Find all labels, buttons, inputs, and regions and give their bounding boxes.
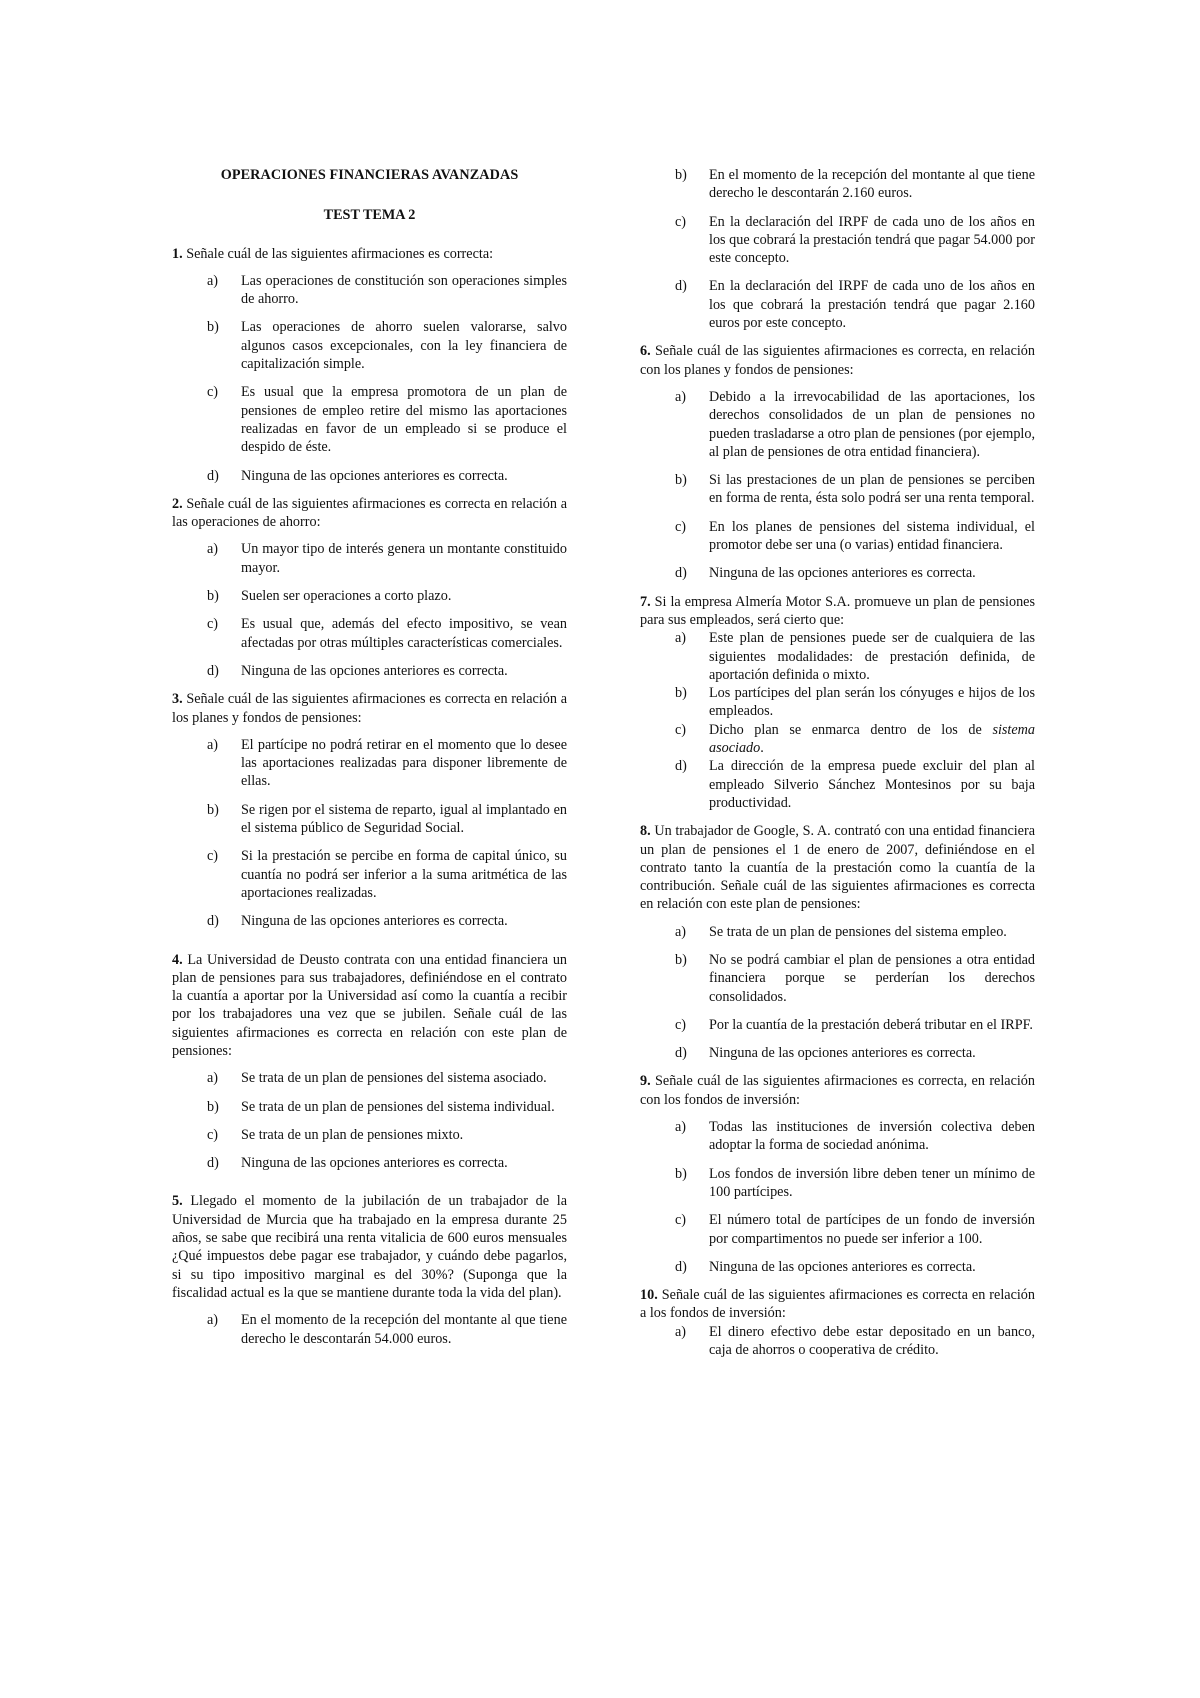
option-letter: c) [207, 848, 219, 865]
option-d [172, 467, 567, 485]
option-text: Se trata de un plan de pensiones del sistema individual. [241, 1098, 555, 1115]
question-number: 8. [640, 823, 651, 840]
option-letter: b) [675, 167, 687, 183]
option-b [172, 587, 567, 605]
question-number: 7. [640, 593, 651, 610]
option-text: Ninguna de las opciones anteriores es correcta. [241, 913, 508, 930]
question-number: 1. [172, 245, 183, 262]
question-text: Llegado el momento de la jubilación de un trabajador de la Universidad de Murcia que ha trabajado en la empresa durante 25 años, se sabe que recibirá una renta vitalicia de 600 euros mensuales ¿Qué impuestos debe pagar ese trabajador, y cuándo debe pagarlos, si su tipo impositivo marginal es del 30%? (Suponga que la fiscalidad actual es la que se mantiene durante toda la vida del plan). [172, 1193, 567, 1301]
option-d [640, 1258, 1035, 1276]
question-8 [640, 822, 1035, 913]
question-number: 3. [172, 691, 183, 708]
option-b [172, 1098, 567, 1116]
option-c [172, 1126, 567, 1144]
option-text: Ninguna de las opciones anteriores es correcta. [241, 467, 508, 484]
option-text: En la declaración del IRPF de cada uno de los años en los que cobrará la prestación tendrá que pagar 54.000 por este concepto. [709, 213, 1035, 267]
option-text: Los partícipes del plan serán los cónyuges e hijos de los empleados. [709, 685, 1035, 720]
option-c [640, 213, 1035, 268]
option-letter: d) [675, 758, 687, 775]
question-1 [172, 245, 567, 263]
question-text: Señale cuál de las siguientes afirmaciones es correcta en relación a las operaciones de ahorro: [172, 495, 567, 531]
option-letter: b) [207, 319, 219, 336]
option-letter: d) [207, 1155, 219, 1172]
question-text: Señale cuál de las siguientes afirmaciones es correcta en relación a los planes y fondos de pensiones: [172, 691, 567, 726]
option-letter: c) [675, 721, 687, 738]
option-b [640, 166, 1035, 203]
question-2 [172, 495, 567, 532]
option-a [640, 629, 1035, 684]
question-number: 9. [640, 1073, 651, 1090]
option-d [172, 1154, 567, 1172]
question-9 [640, 1072, 1035, 1109]
option-c [172, 615, 567, 652]
option-text: Si las prestaciones de un plan de pensiones se perciben en forma de renta, ésta solo podrá ser una renta temporal. [709, 472, 1035, 507]
option-letter: c) [207, 384, 219, 401]
option-text: Es usual que, además del efecto impositivo, se vean afectadas por otras múltiples características comerciales. [241, 616, 567, 651]
option-c [640, 518, 1035, 555]
option-text: En el momento de la recepción del montante al que tiene derecho le descontarán 2.160 euros. [709, 167, 1035, 202]
option-b [172, 801, 567, 838]
left-column [172, 166, 567, 1358]
document-title: OPERACIONES FINANCIERAS AVANZADAS [220, 167, 519, 183]
option-text: Se trata de un plan de pensiones mixto. [241, 1126, 464, 1143]
option-b [640, 1165, 1035, 1202]
question-number: 10. [640, 1287, 658, 1304]
option-text: Las operaciones de ahorro suelen valorarse, salvo algunos casos excepcionales, con la ley financiera de capitalización simple. [241, 319, 567, 373]
option-a [172, 736, 567, 791]
question-number: 6. [640, 343, 651, 360]
question-1-options [172, 272, 567, 485]
question-4-options [172, 1069, 567, 1172]
option-letter: a) [675, 630, 687, 647]
question-text: La Universidad de Deusto contrata con una entidad financiera un plan de pensiones para sus trabajadores, definiéndose en el contrato la cuantía a aportar por la Universidad así como la cuantía a recibir por los trabajadores una vez que se jubilen. Señale cuál de las siguientes afirmaciones es correcta en relación con este plan de pensiones: [172, 951, 568, 1059]
option-a [640, 1118, 1035, 1155]
option-b [640, 471, 1035, 508]
option-text: El partícipe no podrá retirar en el momento que lo desee las aportaciones realizadas para disponer libremente de ellas. [241, 736, 567, 790]
option-text: Los fondos de inversión libre deben tener un mínimo de 100 partícipes. [709, 1165, 1035, 1200]
option-d [640, 1044, 1035, 1062]
question-text: Señale cuál de las siguientes afirmaciones es correcta, en relación con los fondos de inversión: [640, 1073, 1035, 1108]
option-text: Ninguna de las opciones anteriores es correcta. [709, 1045, 976, 1062]
option-letter: b) [207, 1098, 219, 1115]
question-6-options [640, 388, 1035, 583]
option-letter: c) [675, 213, 687, 230]
option-letter: d) [207, 913, 219, 930]
question-7 [640, 593, 1035, 630]
option-text [709, 721, 1035, 758]
question-10-options [640, 1323, 1035, 1360]
option-text: En la declaración del IRPF de cada uno de los años en los que cobrará la prestación tendrá que pagar 2.160 euros por este concepto. [709, 278, 1035, 332]
option-text: El dinero efectivo debe estar depositado en un banco, caja de ahorros o cooperativa de crédito. [709, 1323, 1035, 1359]
question-4 [172, 951, 567, 1061]
option-letter: d) [675, 1258, 687, 1275]
option-letter: b) [675, 1165, 687, 1182]
option-a [172, 1311, 567, 1348]
option-a [640, 388, 1035, 461]
option-c [640, 721, 1035, 758]
option-text: Es usual que la empresa promotora de un plan de pensiones de empleo retire del mismo las aportaciones realizadas en favor de un empleado si se produce el despido de éste. [241, 384, 567, 456]
option-letter: a) [675, 1323, 687, 1340]
option-text: Ninguna de las opciones anteriores es correcta. [241, 662, 508, 679]
spacer [172, 941, 567, 951]
question-3-options [172, 736, 567, 931]
option-text: Se trata de un plan de pensiones del sistema empleo. [709, 923, 1007, 940]
option-letter: b) [207, 801, 219, 818]
option-text: Se trata de un plan de pensiones del sistema asociado. [241, 1070, 547, 1087]
question-9-options [640, 1118, 1035, 1276]
option-letter: c) [207, 1126, 219, 1143]
question-5-options-left [172, 1311, 567, 1348]
option-text: Por la cuantía de la prestación deberá tributar en el IRPF. [709, 1016, 1033, 1033]
option-c [640, 1211, 1035, 1248]
question-7-options [640, 629, 1035, 812]
question-text: Señale cuál de las siguientes afirmaciones es correcta en relación a los fondos de inversión: [640, 1287, 1035, 1322]
option-d [172, 662, 567, 680]
question-text: Señale cuál de las siguientes afirmaciones es correcta, en relación con los planes y fondos de pensiones: [640, 343, 1035, 378]
option-c [172, 847, 567, 902]
question-3 [172, 690, 567, 727]
option-letter: b) [675, 472, 687, 489]
question-2-options [172, 540, 567, 680]
option-text: Debido a la irrevocabilidad de las aportaciones, los derechos consolidados de un plan de pensiones no pueden trasladarse a otro plan de pensiones (por ejemplo, al plan de pensiones de otra entidad financiera). [709, 388, 1035, 460]
option-letter: a) [675, 923, 687, 940]
question-8-options [640, 923, 1035, 1063]
option-text-italic: sistema asociado [709, 721, 1036, 757]
option-text: La dirección de la empresa puede excluir del plan al empleado Silverio Sánchez Montesinos por su baja productividad. [709, 758, 1035, 811]
option-text: Las operaciones de constitución son operaciones simples de ahorro. [241, 272, 567, 308]
option-text: Si la prestación se percibe en forma de capital único, su cuantía no podrá ser inferior a la suma aritmética de las aportaciones realizadas. [241, 848, 567, 901]
option-letter: a) [675, 388, 687, 405]
option-text: El número total de partícipes de un fondo de inversión por compartimentos no puede ser inferior a 100. [709, 1212, 1035, 1247]
option-letter: d) [675, 1045, 687, 1062]
question-number: 2. [172, 495, 183, 512]
option-letter: d) [675, 278, 687, 295]
option-letter: a) [207, 1312, 219, 1329]
option-letter: d) [207, 467, 219, 484]
question-number: 5. [172, 1193, 183, 1210]
option-letter: a) [207, 541, 219, 558]
option-text: Se rigen por el sistema de reparto, igual al implantado en el sistema público de Seguridad Social. [241, 801, 567, 837]
option-letter: a) [675, 1119, 687, 1136]
option-b [640, 951, 1035, 1006]
option-a [172, 272, 567, 309]
option-d [640, 757, 1035, 812]
right-column [640, 166, 1035, 1359]
question-text: Un trabajador de Google, S. A. contrató con una entidad financiera un plan de pensiones el 1 de enero de 2007, definiéndose en el contrato tanto la cuantía de la prestación como la cuantía de la contribución. Señale cuál de las siguientes afirmaciones es correcta en relación con este plan de pensiones: [640, 823, 1036, 913]
question-text: Señale cuál de las siguientes afirmaciones es correcta: [186, 245, 494, 262]
option-letter: b) [675, 951, 687, 968]
spacer [172, 1182, 567, 1192]
question-5 [172, 1192, 567, 1302]
option-text: En el momento de la recepción del montante al que tiene derecho le descontarán 54.000 euros. [241, 1312, 567, 1347]
option-text-end: . [760, 740, 764, 757]
document-subtitle: TEST TEMA 2 [323, 207, 416, 224]
question-10 [640, 1286, 1035, 1323]
option-letter: c) [675, 1212, 687, 1229]
option-d [172, 912, 567, 930]
option-text: Ninguna de las opciones anteriores es correcta. [709, 565, 976, 582]
option-letter: b) [675, 685, 687, 702]
option-letter: c) [675, 1016, 687, 1033]
option-text-main: Dicho plan se enmarca dentro de los de [709, 721, 982, 738]
option-letter: d) [675, 565, 687, 582]
option-text: Suelen ser operaciones a corto plazo. [241, 588, 452, 605]
option-letter: a) [207, 1070, 219, 1087]
option-c [640, 1016, 1035, 1034]
option-text: Ninguna de las opciones anteriores es correcta. [709, 1258, 976, 1275]
option-b [172, 318, 567, 373]
option-text: Ninguna de las opciones anteriores es correcta. [241, 1155, 508, 1172]
question-5-options-right [640, 166, 1035, 332]
option-letter: b) [207, 588, 219, 605]
option-text: Un mayor tipo de interés genera un montante constituido mayor. [241, 541, 567, 576]
option-c [172, 383, 567, 456]
option-text: Todas las instituciones de inversión colectiva deben adoptar la forma de sociedad anónima. [709, 1119, 1035, 1154]
option-a [640, 1323, 1035, 1360]
option-letter: a) [207, 736, 219, 753]
question-number: 4. [172, 951, 183, 968]
option-letter: c) [675, 518, 687, 535]
option-text: Este plan de pensiones puede ser de cualquiera de las siguientes modalidades: de prestación definida, de aportación definida o mixto. [709, 630, 1035, 683]
option-d [640, 564, 1035, 582]
question-text: Si la empresa Almería Motor S.A. promueve un plan de pensiones para sus empleados, será cierto que: [640, 593, 1035, 628]
option-a [640, 923, 1035, 941]
option-d [640, 277, 1035, 332]
option-a [172, 1069, 567, 1087]
option-letter: d) [207, 662, 219, 679]
option-letter: a) [207, 272, 219, 289]
option-a [172, 540, 567, 577]
option-text: En los planes de pensiones del sistema individual, el promotor debe ser una (o varias) entidad financiera. [709, 518, 1035, 554]
question-6 [640, 342, 1035, 379]
option-text: No se podrá cambiar el plan de pensiones a otra entidad financiera porque se perderían los derechos consolidados. [709, 951, 1035, 1005]
option-letter: c) [207, 616, 219, 633]
spacer [640, 812, 1035, 822]
option-b [640, 684, 1035, 721]
